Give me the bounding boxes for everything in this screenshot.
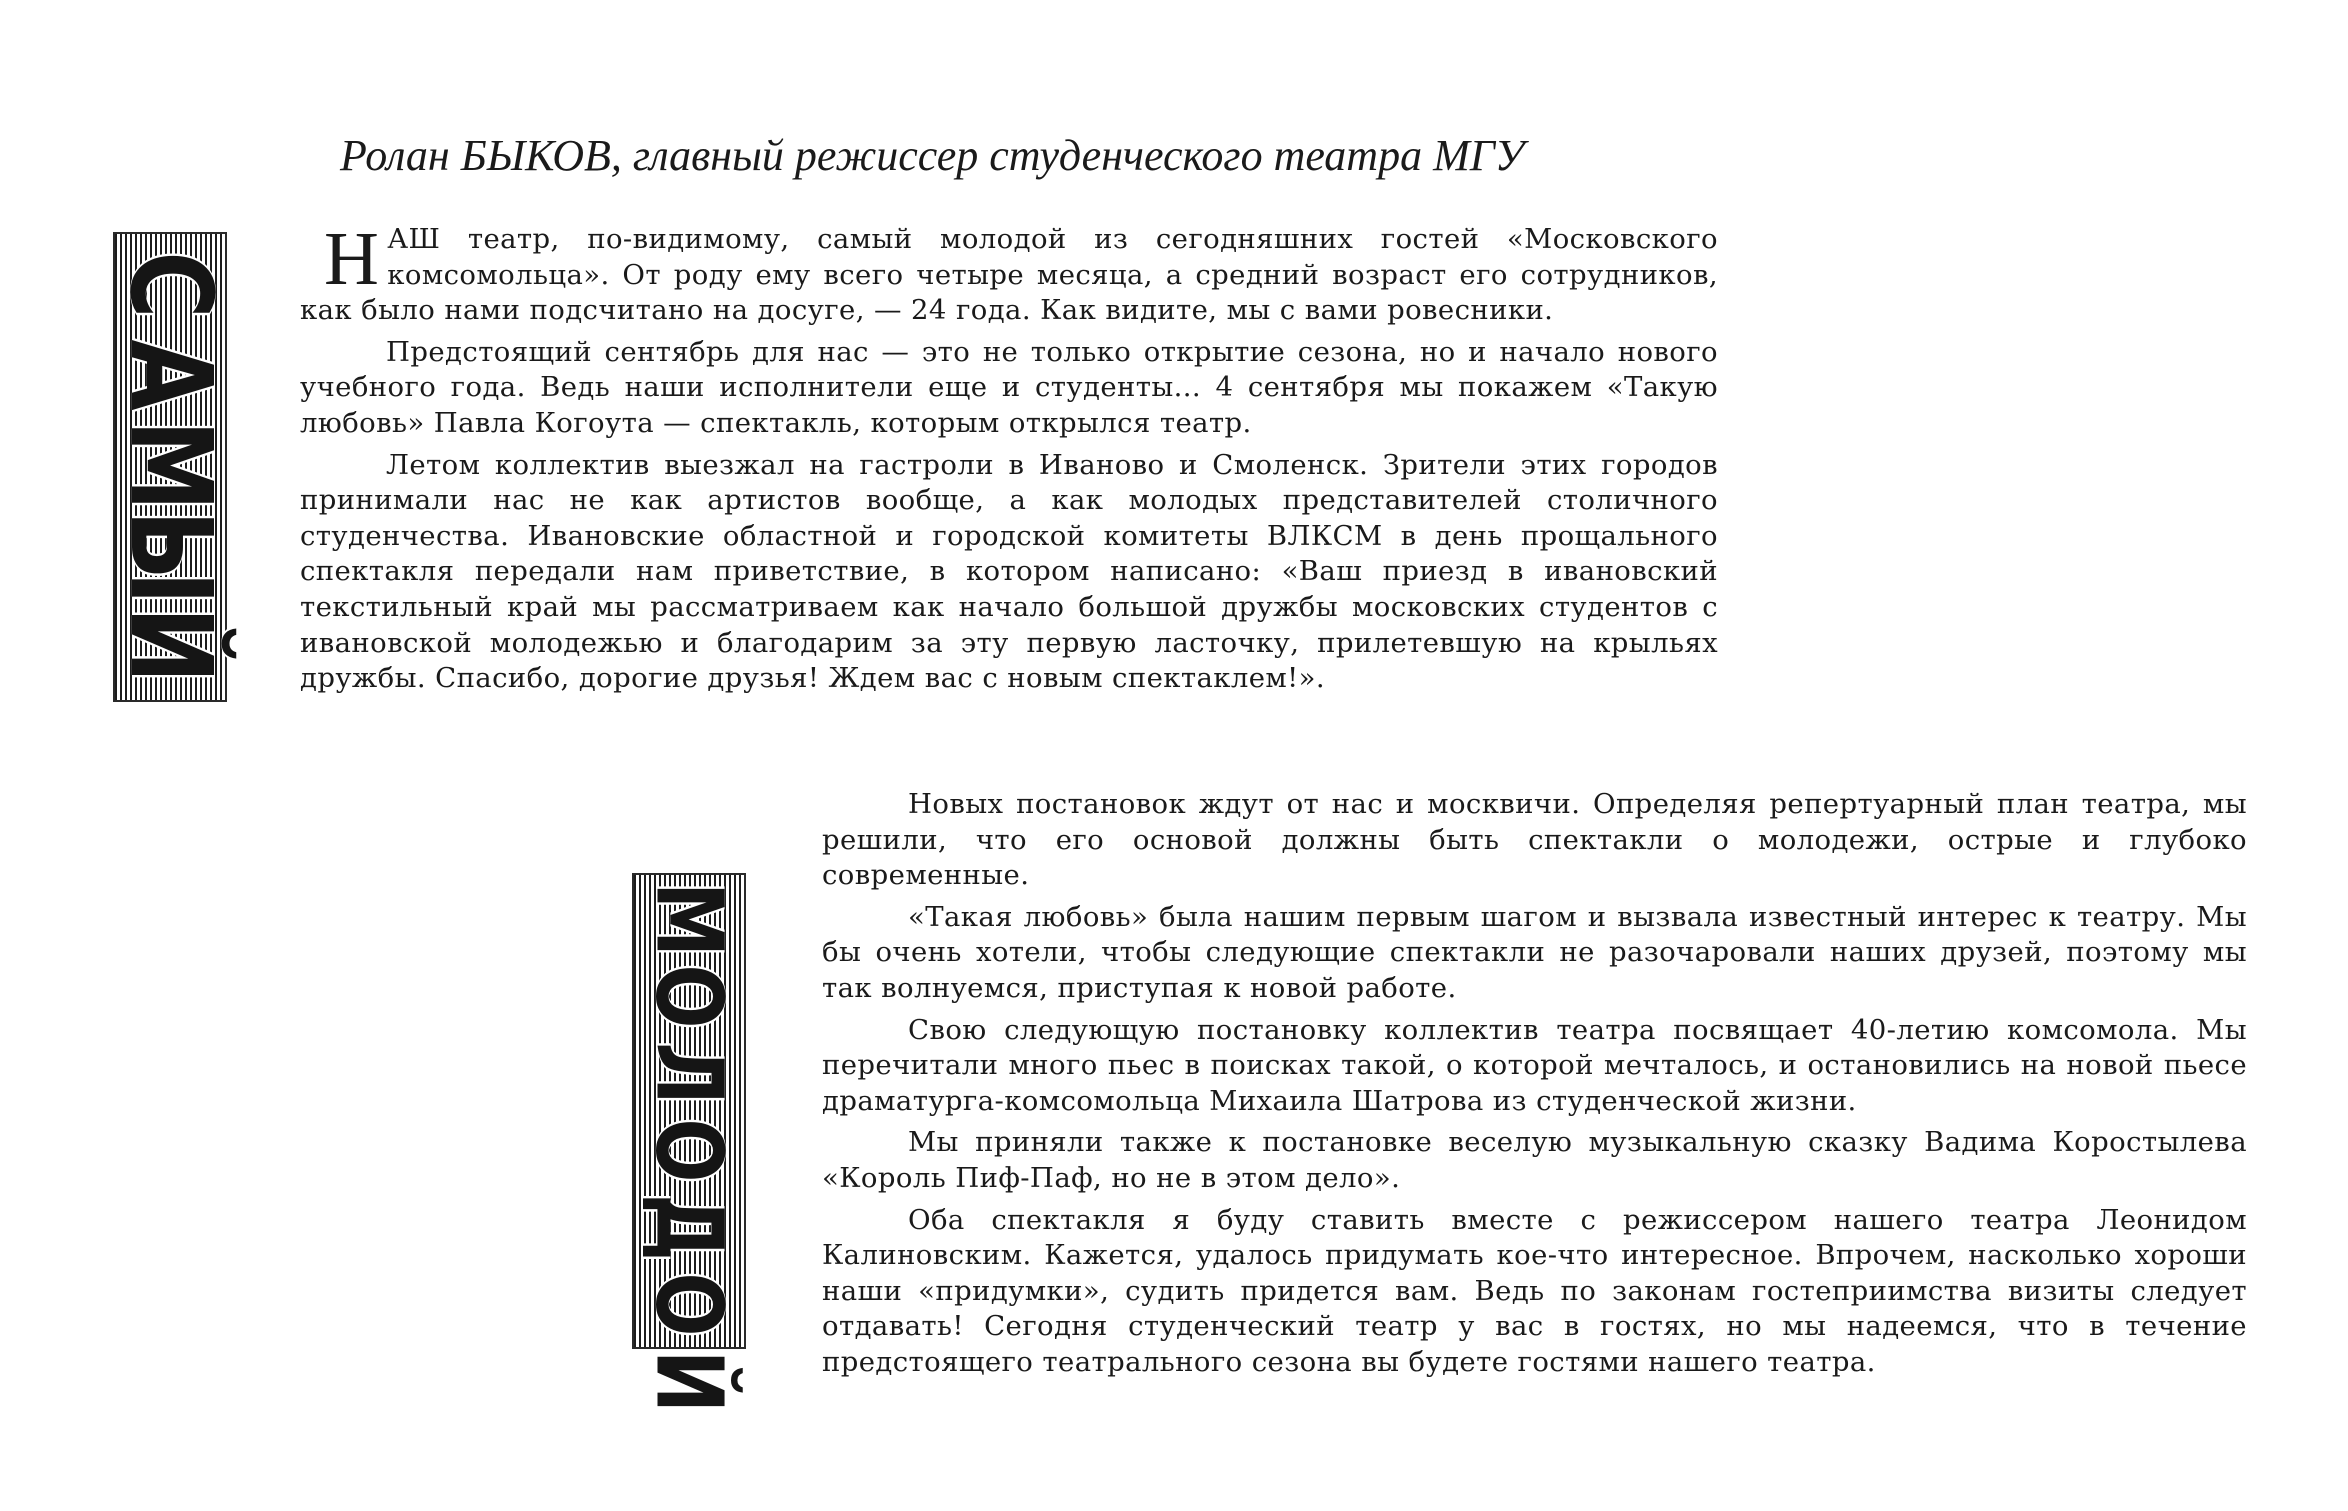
headline-letter: М bbox=[635, 881, 743, 958]
article-paragraph-5: «Такая любовь» была нашим первым шагом и вызвала известный интерес к театру. Мы бы очень хотели, чтобы следующие спектакли не разочаровали наших друзей, поэтому мы так волнуемся, приступая к новой работе. bbox=[822, 900, 2247, 1004]
article-paragraph-2: Предстоящий сентябрь для нас — это не только открытие сезона, но и начало нового учебного года. Ведь наши исполнители еще и студенты... 4 сентября мы покажем «Такую любовь» Павла Когоута — спектакль, которым открылся театр. bbox=[300, 335, 1718, 439]
article-paragraph-6: Свою следующую постановку коллектив театра посвящает 40-летию комсомола. Мы перечитали много пьес в поисках такой, о которой мечталось, и остановились на новой пьесе драматурга-комсомольца Михаила Шатрова из студенческой жизни. bbox=[822, 1013, 2247, 1117]
article-paragraph-8: Оба спектакля я буду ставить вместе с режиссером нашего театра Леонидом Калиновским. Кажется, удалось придумать кое-что интересное. Впрочем, насколько хороши наши «придумки», судить придется вам. Ведь по законам гостеприимства визиты следует отдавать! Сегодня студенческий театр у вас в гостях, но мы надеемся, что в течение предстоящего театрального сезона вы будете гостями нашего театра. bbox=[822, 1203, 2247, 1378]
article-column-first bbox=[300, 217, 1718, 703]
headline-word-samyi bbox=[105, 240, 235, 690]
headline-letter: Л bbox=[635, 1042, 743, 1105]
article-column-second bbox=[822, 787, 2247, 1387]
headline-word-molodoi bbox=[634, 881, 744, 1420]
vertical-headline-word-1 bbox=[105, 232, 235, 702]
headline-letter: Й bbox=[105, 606, 235, 684]
drop-cap: Н bbox=[324, 217, 380, 301]
headline-letter: Д bbox=[635, 1193, 743, 1262]
headline-letter: О bbox=[635, 1272, 743, 1337]
article-paragraph-3: Летом коллектив выезжал на гастроли в Иваново и Смоленск. Зрители этих городов принимали нас не как артистов вообще, а как молодых представителей столичного студенчества. Ивановские областной и городской комитеты ВЛКСМ в день прощального спектакля передали нам приветствие, в котором написано: «Ваш приезд в ивановский текстильный край мы рассматриваем как начало большой дружбы московских студентов с ивановской молодежью и благодарим за эту первую ласточку, прилетевшую на крыльях дружбы. Спасибо, дорогие друзья! Ждем вас с новым спектаклем!». bbox=[300, 448, 1718, 695]
headline-letter: Й bbox=[635, 1349, 743, 1414]
headline-letter: С bbox=[105, 251, 235, 319]
author-byline: Ролан БЫКОВ, главный режиссер студенческого театра МГУ bbox=[340, 131, 1525, 180]
headline-letter: М bbox=[105, 419, 235, 512]
paragraph-text: АШ театр, по-видимому, самый молодой из сегодняшних гостей «Московского комсомольца». От роду ему всего четыре месяца, а средний возраст его сотрудников, как было нами подсчитано на досуге, — 24 года. Как видите, мы с вами ровесники. bbox=[300, 223, 1718, 327]
headline-letter: Ы bbox=[105, 509, 235, 606]
headline-letter: О bbox=[635, 964, 743, 1029]
article-paragraph-7: Мы приняли также к постановке веселую музыкальную сказку Вадима Коростылева «Король Пиф-Паф, но не в этом дело». bbox=[822, 1126, 2247, 1194]
headline-letter: А bbox=[105, 339, 235, 411]
article-paragraph-1 bbox=[300, 217, 1718, 329]
headline-letter: О bbox=[635, 1118, 743, 1183]
article-paragraph-4: Новых постановок ждут от нас и москвичи. Определяя репертуарный план театра, мы решили, что его основой должны быть спектакли о молодежи, острые и глубоко современные. bbox=[822, 788, 2247, 892]
vertical-headline-word-2 bbox=[632, 873, 746, 1414]
